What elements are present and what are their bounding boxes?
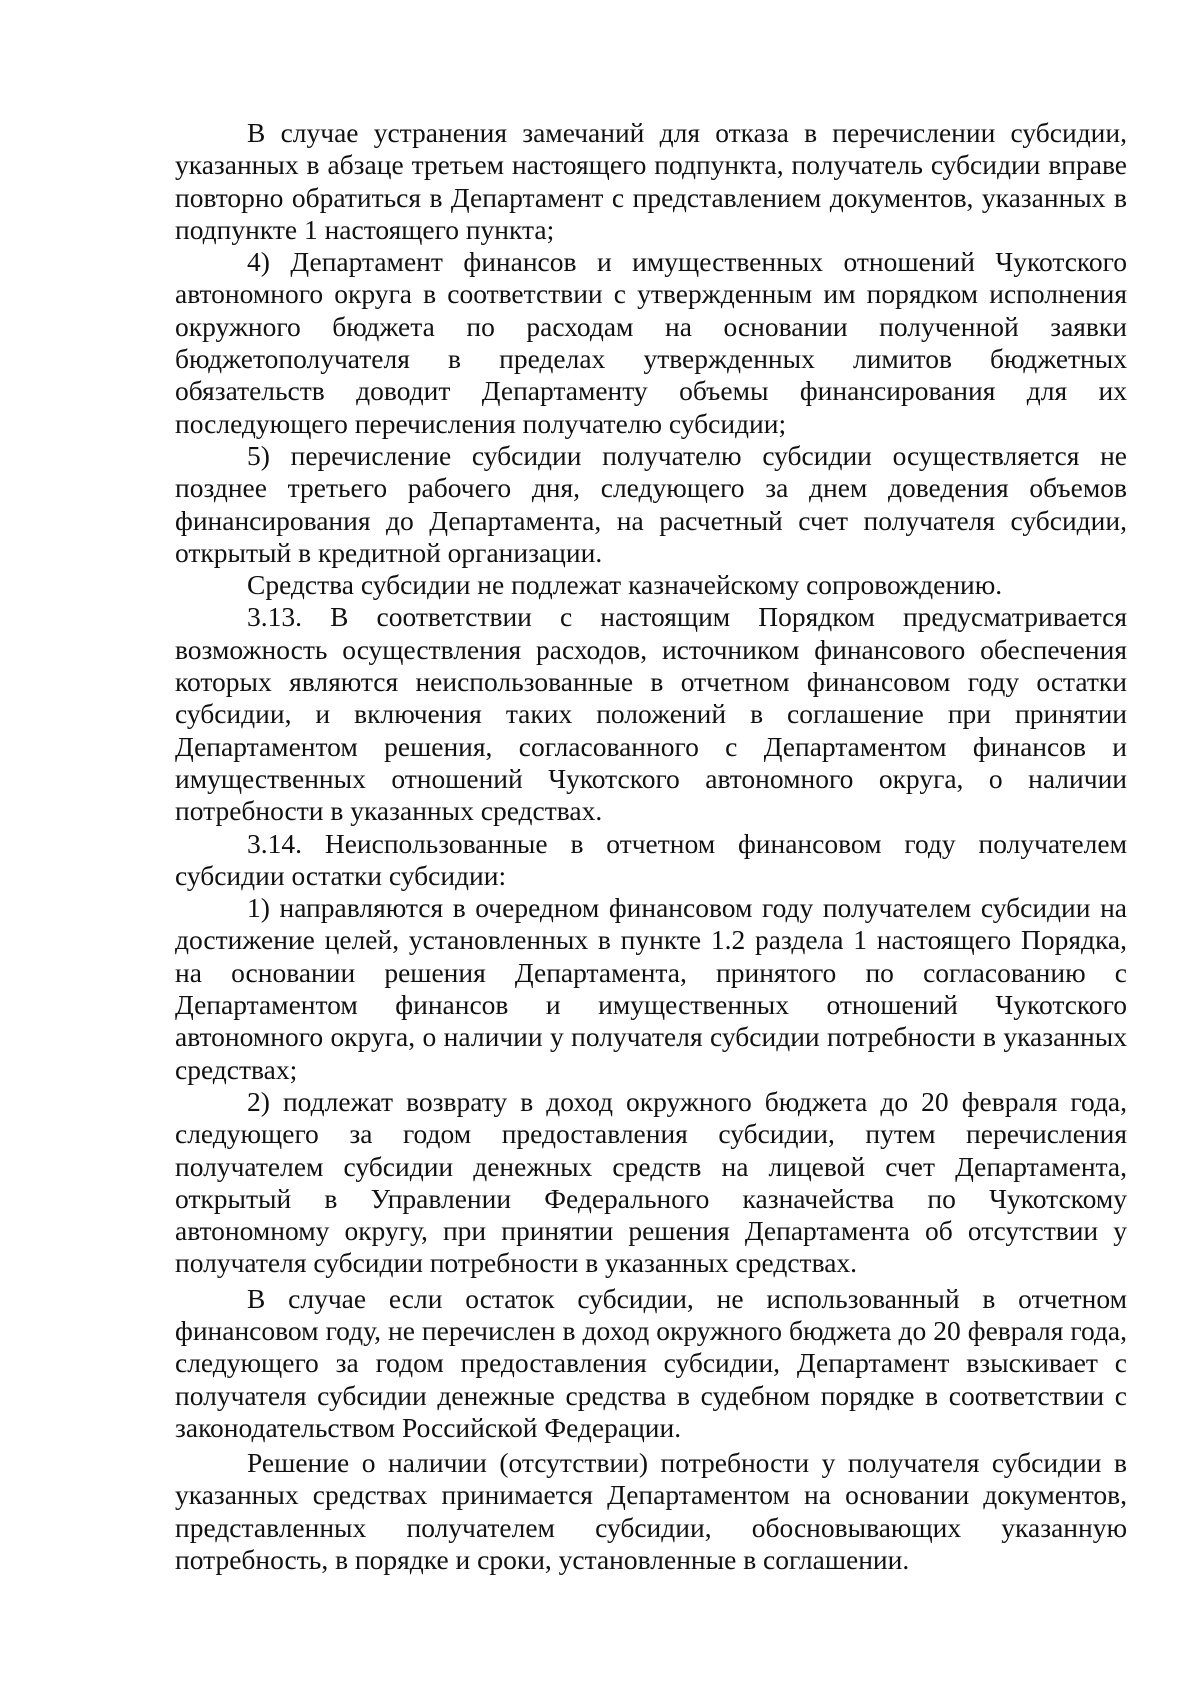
paragraph-3-13: 3.13. В соответствии с настоящим Порядком предусматривается возможность осуществления расходов, источником финансового обеспечения которых являются неиспользованные в отчетном финансовом году остатки субсидии, и включения таких положений в соглашение при принятии Департаментом решения, согласованного с Департаментом финансов и имущественных отношений Чукотского автономного округа, о наличии потребности в указанных средствах. <box>175 601 1127 827</box>
paragraph-remarks-elimination: В случае устранения замечаний для отказа в перечислении субсидии, указанных в абзаце третьем настоящего подпункта, получатель субсидии вправе повторно обратиться в Департамент с представлением документов, указанных в подпункте 1 настоящего пункта; <box>175 117 1127 245</box>
paragraph-item-5-transfer: 5) перечисление субсидии получателю субсидии осуществляется не позднее третьего рабочего дня, следующего за днем доведения объемов финансирования до Департамента, на расчетный счет получателя субсидии, открытый в кредитной организации. <box>175 439 1127 568</box>
document-page <box>175 117 1127 1576</box>
paragraph-3-14-item-1: 1) направляются в очередном финансовом году получателем субсидии на достижение целей, установленных в пункте 1.2 раздела 1 настоящего Порядка, на основании решения Департамента, принятого по согласованию с Департаментом финансов и имущественных отношений Чукотского автономного округа, о наличии у получателя субсидии потребности в указанных средствах; <box>175 892 1127 1085</box>
paragraph-3-14: 3.14. Неиспользованные в отчетном финансовом году получателем субсидии остатки субсидии: <box>175 827 1127 891</box>
paragraph-treasury-support: Средства субсидии не подлежат казначейскому сопровождению. <box>247 569 1003 601</box>
paragraph-recovery-court: В случае если остаток субсидии, не использованный в отчетном финансовом году, не перечислен в доход окружного бюджета до 20 февраля года, следующего за годом предоставления субсидии, Департамент взыскивает с получателя субсидии денежные средства в судебном порядке в соответствии с законодательством Российской Федерации. <box>175 1282 1127 1443</box>
paragraph-item-4-finance-department: 4) Департамент финансов и имущественных отношений Чукотского автономного округа в соответствии с утвержденным им порядком исполнения окружного бюджета по расходам на основании полученной заявки бюджетополучателя в пределах утвержденных лимитов бюджетных обязательств доводит Департаменту объемы финансирования для их последующего перечисления получателю субсидии; <box>175 246 1127 439</box>
paragraph-need-decision: Решение о наличии (отсутствии) потребности у получателя субсидии в указанных средствах принимается Департаментом на основании документов, представленных получателем субсидии, обосновывающих указанную потребность, в порядке и сроки, установленные в соглашении. <box>175 1447 1127 1576</box>
paragraph-3-14-item-2: 2) подлежат возврату в доход окружного бюджета до 20 февраля года, следующего за годом предоставления субсидии, путем перечисления получателем субсидии денежных средств на лицевой счет Департамента, открытый в Управлении Федерального казначейства по Чукотскому автономному округу, при принятии решения Департамента об отсутствии у получателя субсидии потребности в указанных средствах. <box>175 1085 1127 1279</box>
